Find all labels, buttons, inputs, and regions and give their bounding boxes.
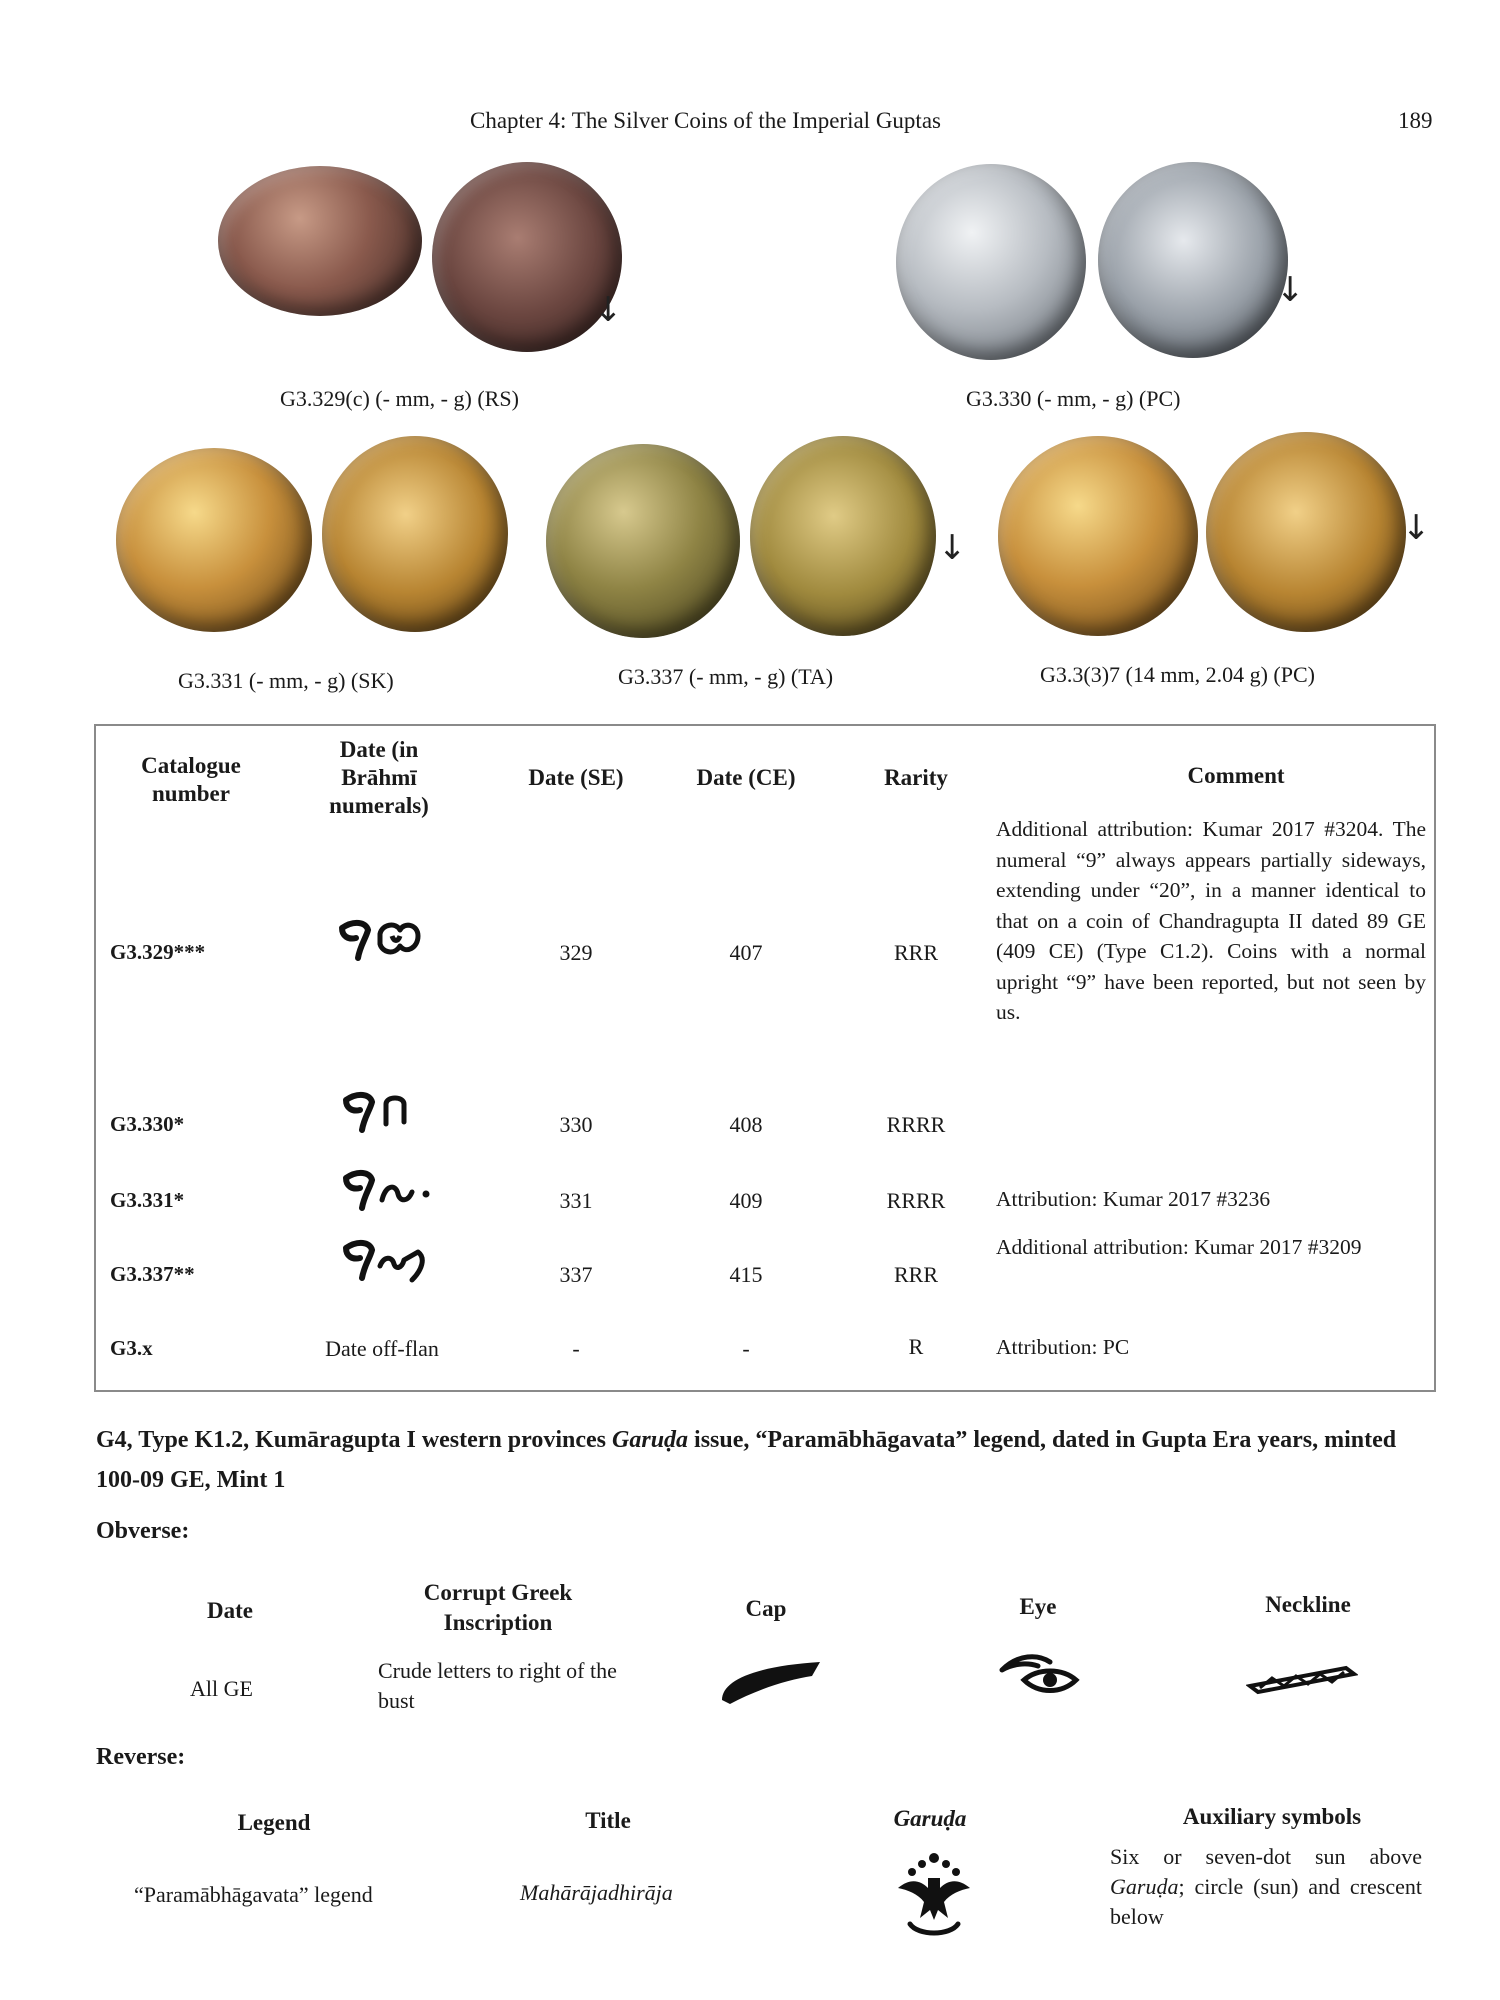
orientation-arrow-icon: ↓ xyxy=(1276,270,1305,310)
orientation-arrow-icon: ↓ xyxy=(938,528,967,568)
coin-obverse-image xyxy=(116,448,312,632)
reverse-label: Reverse: xyxy=(96,1744,186,1770)
column-header-date-se: Date (SE) xyxy=(528,765,624,790)
coin-obverse-image xyxy=(896,164,1086,360)
column-header-date-ce: Date (CE) xyxy=(696,765,796,790)
coin-reverse-image xyxy=(1206,432,1406,632)
catalogue-number: G3.337** xyxy=(110,1262,195,1286)
page-number: 189 xyxy=(1398,108,1433,133)
type-heading-italic: Garuḍa xyxy=(612,1427,689,1453)
date-ce: 407 xyxy=(729,940,763,965)
reverse-header-title: Title xyxy=(585,1808,631,1833)
rarity: RRR xyxy=(893,940,939,965)
obverse-header-neckline: Neckline xyxy=(1265,1592,1351,1617)
date-text: Date off-flan xyxy=(325,1336,439,1361)
date-se: 330 xyxy=(559,1112,593,1137)
coin-reverse-image xyxy=(750,436,936,636)
obverse-inscription-value: Crude letters to right of the bust xyxy=(378,1658,617,1713)
orientation-arrow-icon: ↓ xyxy=(594,290,623,330)
comment-text: Attribution: Kumar 2017 #3236 xyxy=(996,1187,1271,1211)
coin-caption: G3.329(c) (- mm, - g) (RS) xyxy=(280,386,519,411)
garuda-icon xyxy=(888,1848,980,1945)
coin-caption: G3.331 (- mm, - g) (SK) xyxy=(178,668,394,693)
rarity: RRRR xyxy=(886,1188,946,1213)
rarity: R xyxy=(908,1334,924,1359)
date-se: 331 xyxy=(559,1188,593,1213)
coin-caption: G3.330 (- mm, - g) (PC) xyxy=(966,386,1181,411)
type-heading-text: G4, Type K1.2, Kumāragupta I western provinces xyxy=(96,1427,613,1453)
date-ce: 408 xyxy=(729,1112,763,1137)
coin-caption: G3.3(3)7 (14 mm, 2.04 g) (PC) xyxy=(1040,662,1315,687)
obverse-header-inscription: Corrupt Greek Inscription xyxy=(423,1580,573,1635)
date-ce: 415 xyxy=(729,1262,763,1287)
date-se: 337 xyxy=(559,1262,593,1287)
brahmi-329-numeral-icon xyxy=(336,914,426,974)
reverse-legend-value: “Paramābhāgavata” legend xyxy=(134,1882,373,1907)
reverse-title-value: Mahārājadhirāja xyxy=(520,1880,673,1905)
coin-caption: G3.337 (- mm, - g) (TA) xyxy=(618,664,834,689)
date-table xyxy=(94,724,1436,1392)
reverse-header-legend: Legend xyxy=(237,1810,311,1835)
date-ce: 409 xyxy=(729,1188,763,1213)
date-se: 329 xyxy=(559,940,593,965)
rarity: RRRR xyxy=(886,1112,946,1137)
obverse-label: Obverse: xyxy=(96,1518,190,1544)
coin-obverse-image xyxy=(998,436,1198,636)
column-header-date-brahmi: Date (in Brāhmī numerals) xyxy=(329,737,429,818)
obverse-header-eye: Eye xyxy=(1019,1594,1057,1619)
reverse-header-garuda: Garuḍa xyxy=(893,1806,967,1831)
coin-obverse-image xyxy=(218,166,422,316)
brahmi-331-numeral-icon xyxy=(342,1166,438,1222)
cap-icon xyxy=(716,1650,826,1711)
obverse-header-cap: Cap xyxy=(745,1596,787,1621)
eye-icon xyxy=(998,1650,1082,1707)
brahmi-330-numeral-icon xyxy=(342,1088,422,1144)
rarity: RRR xyxy=(893,1262,939,1287)
brahmi-337-numeral-icon xyxy=(342,1236,438,1296)
reverse-header-aux: Auxiliary symbols xyxy=(1182,1804,1362,1829)
type-heading-text: issue, “Paramābhāgavata” legend, dated in Gupta Era years, minted 100-09 GE, Mint 1 xyxy=(96,1427,1397,1493)
neckline-icon xyxy=(1246,1660,1358,1701)
obverse-date-value: All GE xyxy=(190,1676,253,1701)
catalogue-number: G3.329*** xyxy=(110,940,206,964)
column-header-rarity: Rarity xyxy=(884,765,948,790)
type-heading xyxy=(96,1420,1440,1500)
comment-text: Attribution: PC xyxy=(996,1335,1130,1359)
orientation-arrow-icon: ↓ xyxy=(1402,508,1431,548)
comment-text: Additional attribution: Kumar 2017 #3209 xyxy=(996,1235,1362,1259)
catalogue-number: G3.x xyxy=(110,1336,153,1360)
date-se: - xyxy=(572,1336,580,1361)
date-ce: - xyxy=(742,1336,750,1361)
column-header-catalogue: Catalogue number xyxy=(141,753,241,806)
reverse-aux-value: Six or seven-dot sun above Garuḍa; circle (sun) and crescent below xyxy=(1110,1844,1422,1929)
running-header: Chapter 4: The Silver Coins of the Imperial Guptas xyxy=(470,108,941,133)
coin-reverse-image xyxy=(322,436,508,632)
coin-reverse-image xyxy=(1098,162,1288,358)
coin-obverse-image xyxy=(546,444,740,638)
column-header-comment: Comment xyxy=(1187,763,1285,788)
catalogue-number: G3.330* xyxy=(110,1112,185,1136)
catalogue-number: G3.331* xyxy=(110,1188,185,1212)
obverse-header-date: Date xyxy=(207,1598,253,1623)
comment-text: Additional attribution: Kumar 2017 #3204. The numeral “9” always appears partially sideways, extending under “20”, in a manner identical to that on a coin of Chandragupta II dated 89 GE (409 CE) (Type C1.2). Coins with a normal upright “9” have been reported, but not seen by us. xyxy=(996,817,1426,1024)
